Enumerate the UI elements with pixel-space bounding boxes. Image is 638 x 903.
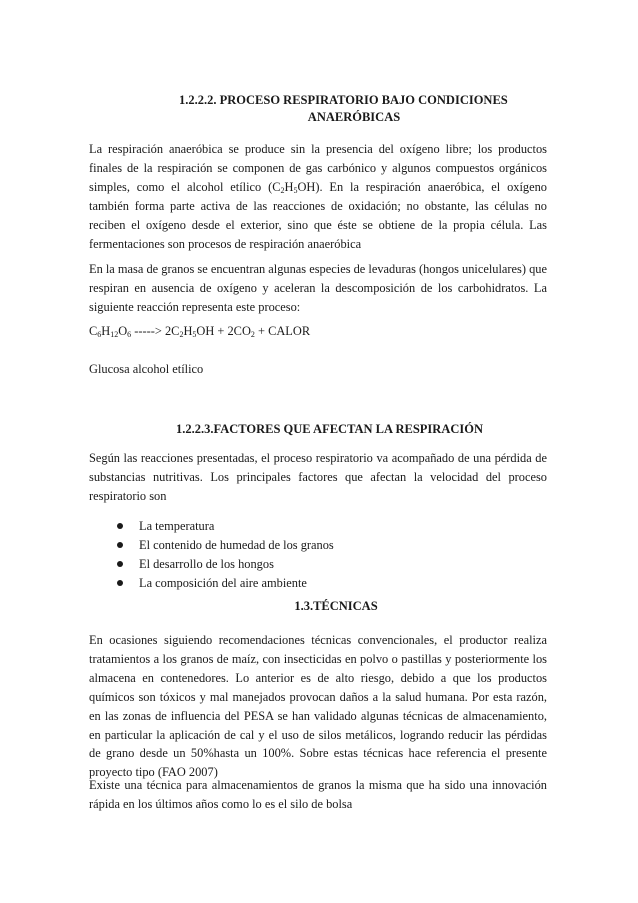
factors-list (117, 517, 334, 593)
heading-line-2: ANAERÓBICAS (307, 110, 401, 124)
reaction-label: Glucosa alcohol etílico (89, 362, 204, 376)
paragraph-techniques: En ocasiones siguiendo recomendaciones técnicas convencionales, el productor realiza tratamientos a los granos de maíz, con insecticidas en polvo o pastillas y posteriormente los almacena en contenedores. Lo anterior es de alto riesgo, debido a que los productos químicos son tóxicos y mal manejados provocan daños a la salud humana. Por esta razón, en las zonas de influencia del PESA se han validado algunas técnicas de almacenamiento, en particular la aplicación de cal y el uso de silos metálicos, logrando reducir las pérdidas de grano desde un 50%hasta un 100%. Sobre estas técnicas hace referencia el presente proyecto tipo (FAO 2007) (89, 633, 547, 780)
bullet-icon (117, 542, 123, 548)
paragraph-yeasts: En la masa de granos se encuentran algunas especies de levaduras (hongos unicelulares) que respiran en ausencia de oxígeno y aceleran la descomposición de los carbohidratos. La siguiente reacción representa este proceso: (89, 262, 547, 314)
chemical-formula: $C_2H_5OH$ (272, 179, 316, 195)
bullet-icon (117, 523, 123, 529)
list-item: La temperatura (117, 517, 334, 536)
list-item: El desarrollo de los hongos (117, 555, 334, 574)
chemical-reaction: $C_6H_{12}O_6$ -----> $2C_2H_5OH + 2CO_2$ + CALOR (89, 324, 311, 339)
paragraph-factors-intro: Según las reacciones presentadas, el proceso respiratorio va acompañado de una pérdida de substancias nutritivas. Los principales factores que afectan la velocidad del proceso respiratorio son (89, 451, 547, 503)
section-heading-factors: 1.2.2.3.FACTORES QUE AFECTAN LA RESPIRACIÓN (176, 422, 483, 436)
list-item: El contenido de humedad de los granos (117, 536, 334, 555)
section-heading-techniques: 1.3.TÉCNICAS (294, 599, 378, 613)
list-item: La composición del aire ambiente (117, 574, 334, 593)
paragraph-anaerobic-intro: La respiración anaeróbica se produce sin la presencia del oxígeno libre; los productos finales de la respiración se componen de gas carbónico y algunos compuestos orgánicos simples, como el alcohol etílico $(C_2H_5OH)$. En la respiración anaeróbica, el oxígeno también forma parte activa de las reacciones de oxidación; no obstante, las células no reciben el oxígeno desde el exterior, sino que éste se obtiene de la propia célula. Las fermentaciones son procesos de respiración anaeróbica (89, 142, 547, 251)
bullet-icon (117, 580, 123, 586)
section-heading-anaerobic (89, 92, 547, 126)
paragraph-silo-bag: Existe una técnica para almacenamientos de granos la misma que ha sido una innovación rápida en los últimos años como lo es el silo de bolsa (89, 778, 547, 811)
bullet-icon (117, 561, 123, 567)
heading-line-1: 1.2.2.2. PROCESO RESPIRATORIO BAJO CONDICIONES (179, 93, 508, 107)
